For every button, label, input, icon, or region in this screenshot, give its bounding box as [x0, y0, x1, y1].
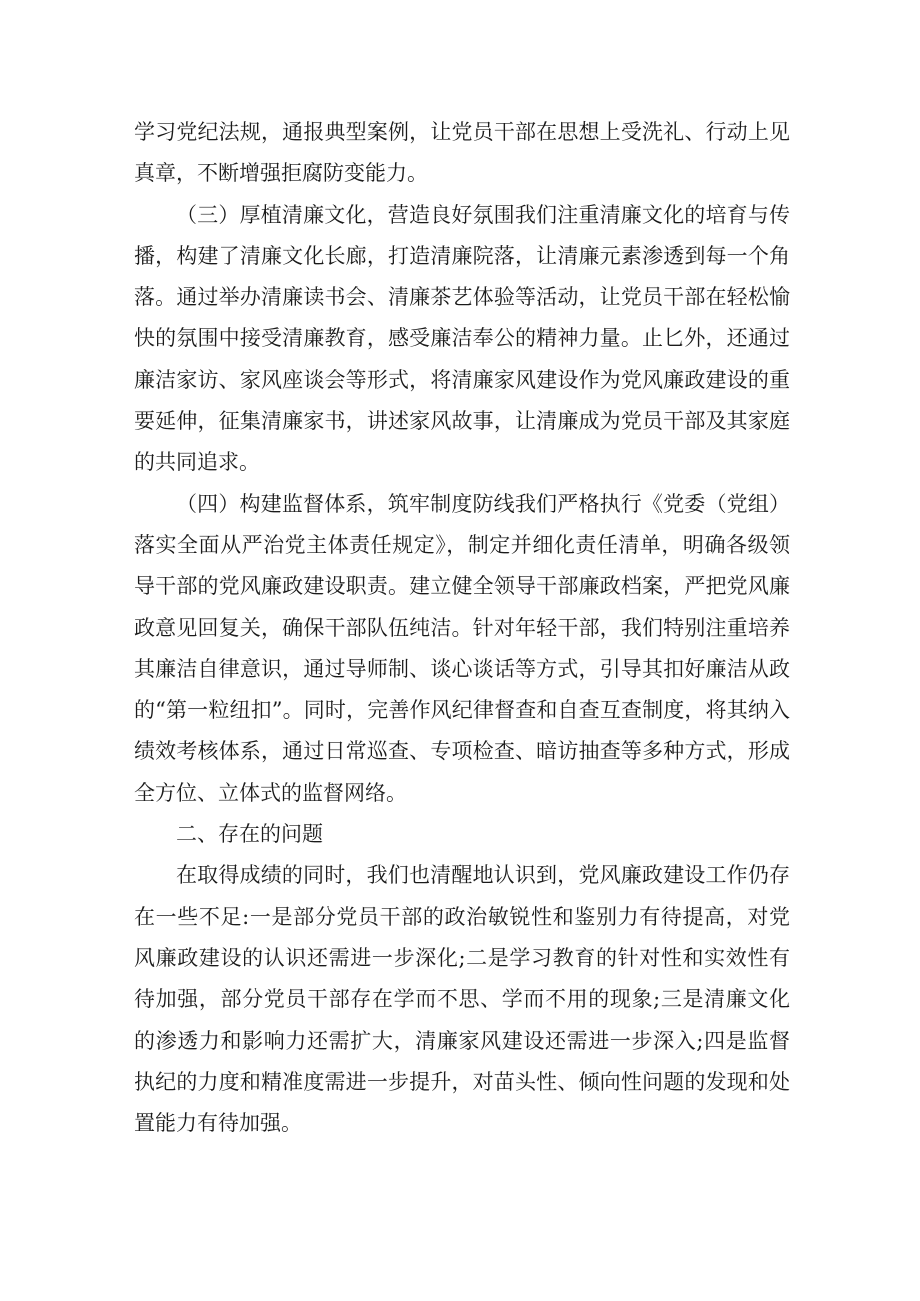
paragraph-supervision-system: （四）构建监督体系，筑牢制度防线我们严格执行《党委（党组）落实全面从严治党主体责任规定》，制定并细化责任清单，明确各级领导干部的党风廉政建设职责。建立健全领导干部廉政档案，严把党风廉政意见回复关，确保干部队伍纯洁。针对年轻干部，我们特别注重培养其廉洁自律意识，通过导师制、谈心谈话等方式，引导其扣好廉洁从政的“第一粒纽扣”。同时，完善作风纪律督查和自查互查制度，将其纳入绩效考核体系，通过日常巡查、专项检查、暗访抽查等多种方式，形成全方位、立体式的监督网络。 [134, 491, 790, 805]
paragraph-problems: 在取得成绩的同时，我们也清醒地认识到，党风廉政建设工作仍存在一些不足:一是部分党员干部的政治敏锐性和鉴别力有待提高，对党风廉政建设的认识还需进一步深化;二是学习教育的针对性和实效性有待加强，部分党员干部存在学而不思、学而不用的现象;三是清廉文化的渗透力和影响力还需扩大，清廉家风建设还需进一步深入;四是监督执纪的力度和精准度需进一步提升，对苗头性、倾向性问题的发现和处置能力有待加强。 [134, 863, 790, 1136]
paragraph-clean-culture: （三）厚植清廉文化，营造良好氛围我们注重清廉文化的培育与传播，构建了清廉文化长廊，打造清廉院落，让清廉元素渗透到每一个角落。通过举办清廉读书会、清廉茶艺体验等活动，让党员干部在轻松愉快的氛围中接受清廉教育，感受廉洁奉公的精神力量。止匕外，还通过廉洁家访、家风座谈会等形式，将清廉家风建设作为党风廉政建设的重要延伸，征集清廉家书，讲述家风故事，让清廉成为党员干部及其家庭的共同追求。 [134, 202, 790, 475]
paragraph-continued-study: 学习党纪法规，通报典型案例，让党员干部在思想上受洗礼、行动上见真章，不断增强拒腐防变能力。 [134, 120, 790, 186]
document-body [134, 112, 790, 1144]
section-heading-existing-problems: 二、存在的问题 [176, 822, 323, 847]
